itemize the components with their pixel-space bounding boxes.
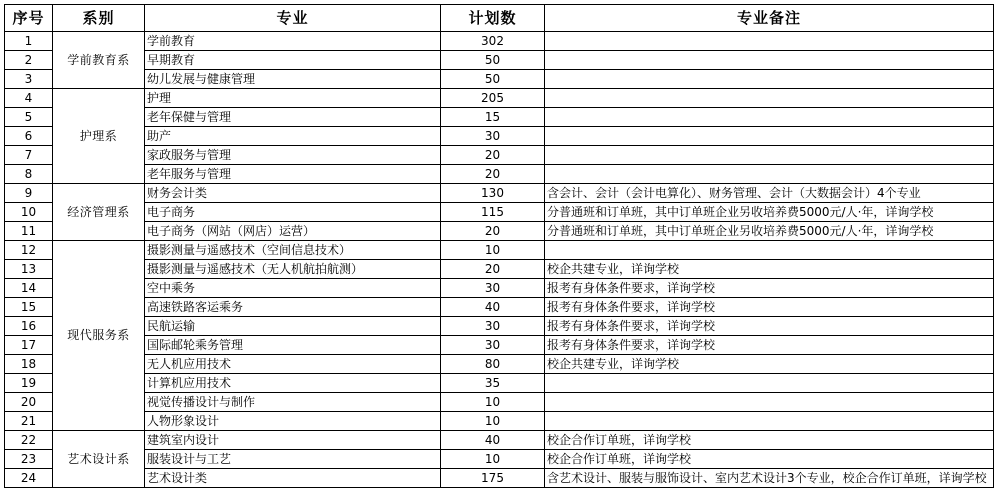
cell-major: 电子商务 — [145, 203, 441, 222]
cell-remark: 校企共建专业，详询学校 — [545, 355, 994, 374]
cell-remark — [545, 165, 994, 184]
cell-major: 高速铁路客运乘务 — [145, 298, 441, 317]
table-row — [5, 393, 994, 412]
cell-no: 6 — [5, 127, 53, 146]
cell-major: 早期教育 — [145, 51, 441, 70]
cell-major: 摄影测量与遥感技术（无人机航拍航测） — [145, 260, 441, 279]
cell-major: 计算机应用技术 — [145, 374, 441, 393]
cell-no: 22 — [5, 431, 53, 450]
cell-plan-count: 15 — [441, 108, 545, 127]
cell-no: 2 — [5, 51, 53, 70]
table-row — [5, 260, 994, 279]
cell-plan-count: 20 — [441, 146, 545, 165]
cell-major: 人物形象设计 — [145, 412, 441, 431]
cell-plan-count: 80 — [441, 355, 545, 374]
table-row — [5, 70, 994, 89]
cell-remark: 校企合作订单班，详询学校 — [545, 450, 994, 469]
cell-remark: 报考有身体条件要求，详询学校 — [545, 298, 994, 317]
cell-remark: 报考有身体条件要求，详询学校 — [545, 317, 994, 336]
cell-remark — [545, 51, 994, 70]
cell-remark — [545, 241, 994, 260]
cell-department: 现代服务系 — [53, 241, 145, 431]
cell-major: 家政服务与管理 — [145, 146, 441, 165]
cell-major: 民航运输 — [145, 317, 441, 336]
cell-plan-count: 20 — [441, 222, 545, 241]
cell-plan-count: 50 — [441, 70, 545, 89]
cell-remark — [545, 412, 994, 431]
cell-remark — [545, 89, 994, 108]
cell-plan-count: 35 — [441, 374, 545, 393]
table-row — [5, 336, 994, 355]
table-row — [5, 355, 994, 374]
table-row — [5, 298, 994, 317]
cell-no: 9 — [5, 184, 53, 203]
cell-department: 艺术设计系 — [53, 431, 145, 488]
table-header-row — [5, 5, 994, 32]
cell-no: 17 — [5, 336, 53, 355]
column-header-no: 序号 — [5, 5, 53, 32]
cell-plan-count: 30 — [441, 127, 545, 146]
cell-no: 23 — [5, 450, 53, 469]
table-row — [5, 317, 994, 336]
cell-no: 24 — [5, 469, 53, 488]
table-row — [5, 108, 994, 127]
table-row — [5, 450, 994, 469]
cell-plan-count: 302 — [441, 32, 545, 51]
cell-plan-count: 40 — [441, 431, 545, 450]
cell-no: 19 — [5, 374, 53, 393]
cell-remark — [545, 374, 994, 393]
cell-major: 幼儿发展与健康管理 — [145, 70, 441, 89]
cell-plan-count: 10 — [441, 412, 545, 431]
cell-plan-count: 20 — [441, 165, 545, 184]
cell-remark — [545, 393, 994, 412]
cell-no: 5 — [5, 108, 53, 127]
cell-plan-count: 40 — [441, 298, 545, 317]
cell-no: 7 — [5, 146, 53, 165]
cell-major: 助产 — [145, 127, 441, 146]
cell-remark: 分普通班和订单班，其中订单班企业另收培养费5000元/人·年，详询学校 — [545, 203, 994, 222]
cell-major: 无人机应用技术 — [145, 355, 441, 374]
cell-no: 14 — [5, 279, 53, 298]
table-row — [5, 241, 994, 260]
cell-remark: 校企共建专业，详询学校 — [545, 260, 994, 279]
table-row — [5, 412, 994, 431]
cell-department: 护理系 — [53, 89, 145, 184]
cell-major: 视觉传播设计与制作 — [145, 393, 441, 412]
table-row — [5, 222, 994, 241]
cell-no: 15 — [5, 298, 53, 317]
table-row — [5, 32, 994, 51]
cell-major: 摄影测量与遥感技术（空间信息技术） — [145, 241, 441, 260]
table-row — [5, 203, 994, 222]
cell-plan-count: 10 — [441, 393, 545, 412]
table-row — [5, 279, 994, 298]
cell-no: 21 — [5, 412, 53, 431]
table-row — [5, 165, 994, 184]
cell-no: 13 — [5, 260, 53, 279]
cell-remark: 报考有身体条件要求，详询学校 — [545, 336, 994, 355]
cell-plan-count: 10 — [441, 241, 545, 260]
cell-remark: 含艺术设计、服装与服饰设计、室内艺术设计3个专业，校企合作订单班，详询学校 — [545, 469, 994, 488]
cell-no: 20 — [5, 393, 53, 412]
cell-plan-count: 175 — [441, 469, 545, 488]
cell-no: 4 — [5, 89, 53, 108]
cell-remark — [545, 146, 994, 165]
cell-plan-count: 205 — [441, 89, 545, 108]
table-row — [5, 146, 994, 165]
table-row — [5, 89, 994, 108]
cell-major: 老年保健与管理 — [145, 108, 441, 127]
cell-no: 10 — [5, 203, 53, 222]
cell-major: 艺术设计类 — [145, 469, 441, 488]
cell-no: 16 — [5, 317, 53, 336]
cell-remark: 分普通班和订单班，其中订单班企业另收培养费5000元/人·年，详询学校 — [545, 222, 994, 241]
cell-major: 护理 — [145, 89, 441, 108]
cell-plan-count: 10 — [441, 450, 545, 469]
column-header-plan: 计划数 — [441, 5, 545, 32]
cell-no: 12 — [5, 241, 53, 260]
cell-major: 空中乘务 — [145, 279, 441, 298]
cell-department: 学前教育系 — [53, 32, 145, 89]
cell-remark: 含会计、会计（会计电算化）、财务管理、会计（大数据会计）4个专业 — [545, 184, 994, 203]
cell-no: 18 — [5, 355, 53, 374]
cell-major: 建筑室内设计 — [145, 431, 441, 450]
column-header-major: 专业 — [145, 5, 441, 32]
major-plan-table — [4, 4, 994, 488]
cell-remark — [545, 32, 994, 51]
cell-major: 服装设计与工艺 — [145, 450, 441, 469]
cell-remark: 校企合作订单班，详询学校 — [545, 431, 994, 450]
cell-major: 电子商务（网站（网店）运营） — [145, 222, 441, 241]
cell-plan-count: 115 — [441, 203, 545, 222]
table-row — [5, 127, 994, 146]
cell-plan-count: 130 — [441, 184, 545, 203]
cell-major: 国际邮轮乘务管理 — [145, 336, 441, 355]
table-row — [5, 51, 994, 70]
cell-major: 学前教育 — [145, 32, 441, 51]
table-body — [5, 32, 994, 488]
cell-remark — [545, 108, 994, 127]
cell-plan-count: 50 — [441, 51, 545, 70]
cell-no: 8 — [5, 165, 53, 184]
cell-plan-count: 20 — [441, 260, 545, 279]
cell-remark — [545, 127, 994, 146]
cell-plan-count: 30 — [441, 317, 545, 336]
cell-no: 3 — [5, 70, 53, 89]
cell-plan-count: 30 — [441, 279, 545, 298]
table-row — [5, 184, 994, 203]
column-header-remark: 专业备注 — [545, 5, 994, 32]
cell-no: 11 — [5, 222, 53, 241]
column-header-dept: 系别 — [53, 5, 145, 32]
cell-remark: 报考有身体条件要求，详询学校 — [545, 279, 994, 298]
cell-remark — [545, 70, 994, 89]
table-row — [5, 469, 994, 488]
table-row — [5, 374, 994, 393]
cell-major: 财务会计类 — [145, 184, 441, 203]
cell-major: 老年服务与管理 — [145, 165, 441, 184]
cell-department: 经济管理系 — [53, 184, 145, 241]
cell-plan-count: 30 — [441, 336, 545, 355]
cell-no: 1 — [5, 32, 53, 51]
table-row — [5, 431, 994, 450]
